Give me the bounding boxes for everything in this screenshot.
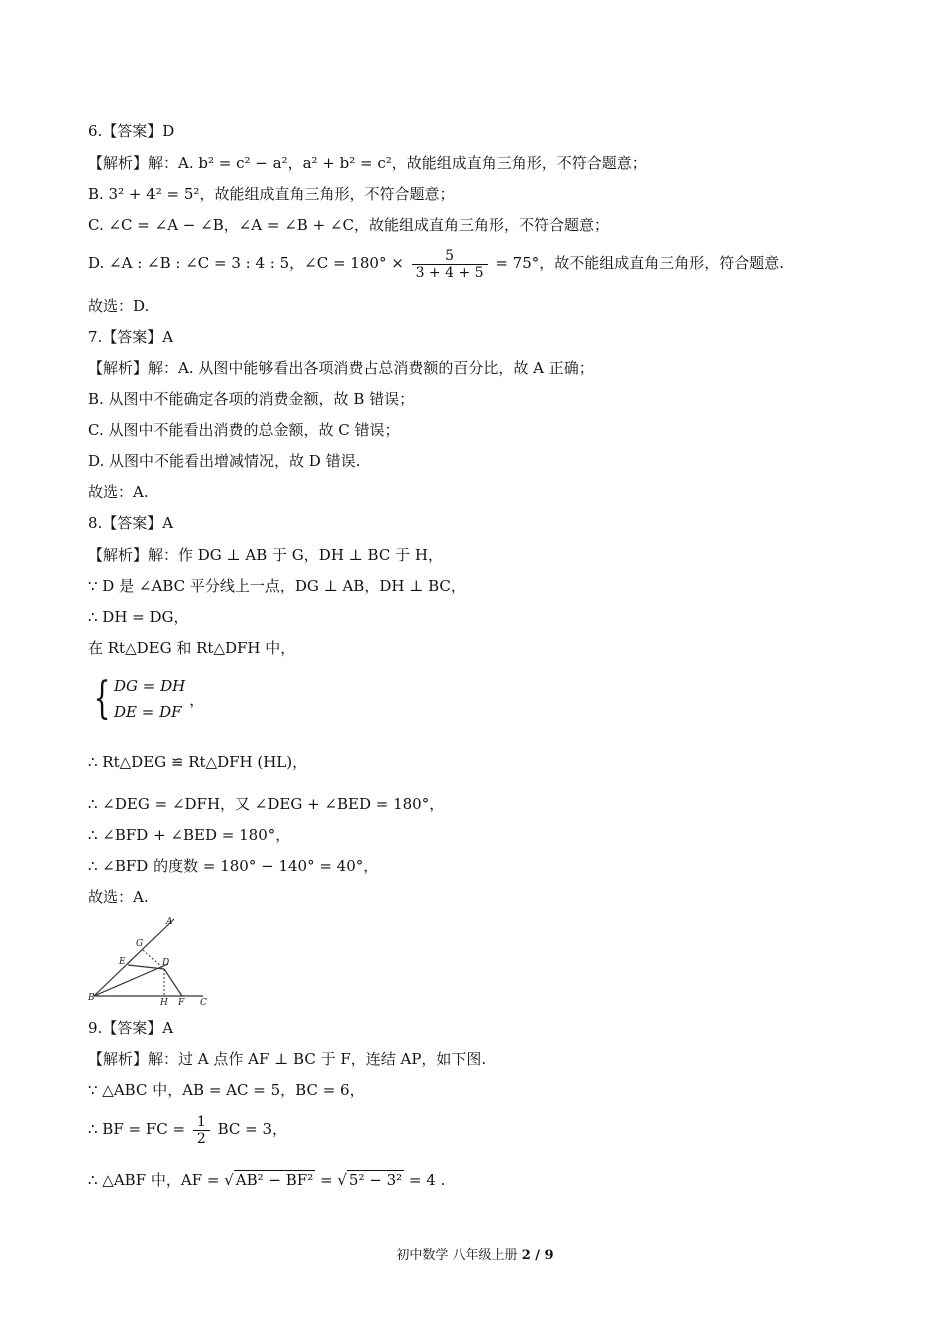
q9-line-3 (88, 1112, 287, 1147)
q9-numerator: 1 (196, 1113, 206, 1130)
q6-d-fraction (412, 248, 488, 281)
q9-l4-pre: ∴ △ABF 中，AF = √ (88, 1171, 234, 1189)
q6-choice: 故选：D. (88, 297, 150, 315)
q9-l4-radicand-1: AB² − BF² (235, 1171, 314, 1189)
q9-line-1: 【解析】解：过 A 点作 AF ⊥ BC 于 F，连结 AP，如下图. (88, 1050, 487, 1068)
q8-system-comma: ， (189, 690, 205, 709)
q7-answer: 7.【答案】A (88, 328, 174, 346)
q8-line-1: 【解析】解：作 DG ⊥ AB 于 G，DH ⊥ BC 于 H， (88, 546, 443, 564)
label-c: C (200, 998, 207, 1008)
q6-answer: 6.【答案】D (88, 122, 175, 140)
q6-d-pre: D. ∠A : ∠B : ∠C = 3 : 4 : 5，∠C = 180° × (88, 254, 404, 272)
q8-geometry-figure (88, 912, 218, 1008)
q8-answer: 8.【答案】A (88, 514, 174, 532)
q8-line-5: ∴ Rt△DEG ≌ Rt△DFH (HL)， (88, 753, 308, 771)
q7-choice: 故选：A. (88, 483, 149, 501)
q7-option-b: B. 从图中不能确定各项的消费金额，故 B 错误； (88, 390, 415, 408)
q8-line-4: 在 Rt△DEG 和 Rt△DFH 中， (88, 639, 296, 657)
q8-choice: 故选：A. (88, 888, 149, 906)
segment-dg (143, 950, 164, 969)
q9-line-2: ∵ △ABC 中，AB = AC = 5，BC = 6， (88, 1081, 365, 1099)
q6-d-denominator: 3 + 4 + 5 (412, 264, 488, 281)
q8-line-8: ∴ ∠BFD 的度数 = 180° − 140° = 40°， (88, 857, 379, 875)
q9-l4-radicand-2: 5² − 3² (348, 1171, 403, 1189)
q6-option-c: C. ∠C = ∠A − ∠B，∠A = ∠B + ∠C，故能组成直角三角形，不符合题意； (88, 216, 609, 234)
q9-denominator: 2 (193, 1130, 210, 1147)
q7-option-c: C. 从图中不能看出消费的总金额，故 C 错误； (88, 421, 400, 439)
footer-text: 初中数学 八年级上册 (396, 1248, 522, 1263)
label-b: B (88, 993, 95, 1003)
q6-d-post: = 75°，故不能组成直角三角形，符合题意. (495, 254, 785, 272)
label-e: E (119, 957, 126, 967)
segment-df (164, 969, 182, 996)
q8-equation-system (88, 673, 204, 725)
label-g: G (136, 939, 144, 949)
segment-ed (128, 965, 164, 969)
q9-l3-pre: ∴ BF = FC = (88, 1120, 186, 1138)
q8-line-7: ∴ ∠BFD + ∠BED = 180°， (88, 826, 291, 844)
q8-system-eq-1: DG = DH (114, 677, 186, 695)
label-d: D (162, 958, 170, 968)
label-f: F (178, 998, 185, 1008)
q7-option-d: D. 从图中不能看出增减情况，故 D 错误. (88, 452, 361, 470)
q9-line-4 (88, 1170, 445, 1190)
q8-system-eq-2: DE = DF (114, 703, 182, 721)
q7-analysis-a: 【解析】解：A. 从图中能够看出各项消费占总消费额的百分比，故 A 正确； (88, 359, 594, 377)
label-h: H (160, 998, 168, 1008)
q6-d-numerator: 5 (445, 247, 455, 264)
q8-line-2: ∵ D 是 ∠ABC 平分线上一点，DG ⊥ AB，DH ⊥ BC， (88, 577, 466, 595)
q9-l4-mid: = √ (320, 1171, 347, 1189)
q8-line-6: ∴ ∠DEG = ∠DFH，又 ∠DEG + ∠BED = 180°， (88, 795, 445, 813)
q6-option-b: B. 3² + 4² = 5²，故能组成直角三角形，不符合题意； (88, 185, 455, 203)
q9-fraction (193, 1114, 210, 1147)
q6-option-d (88, 246, 784, 281)
q8-line-3: ∴ DH = DG， (88, 608, 189, 626)
label-a: A (166, 917, 173, 927)
page-footer (0, 1244, 950, 1263)
q6-analysis-a: 【解析】解：A. b² = c² − a²，a² + b² = c²，故能组成直角三角形，不符合题意； (88, 154, 647, 172)
q9-l3-post: BC = 3， (217, 1120, 287, 1138)
brace-symbol: { (93, 673, 111, 724)
q9-l4-post: = 4 . (408, 1171, 446, 1189)
q9-answer: 9.【答案】A (88, 1019, 174, 1037)
page-number: 2 / 9 (521, 1248, 554, 1263)
